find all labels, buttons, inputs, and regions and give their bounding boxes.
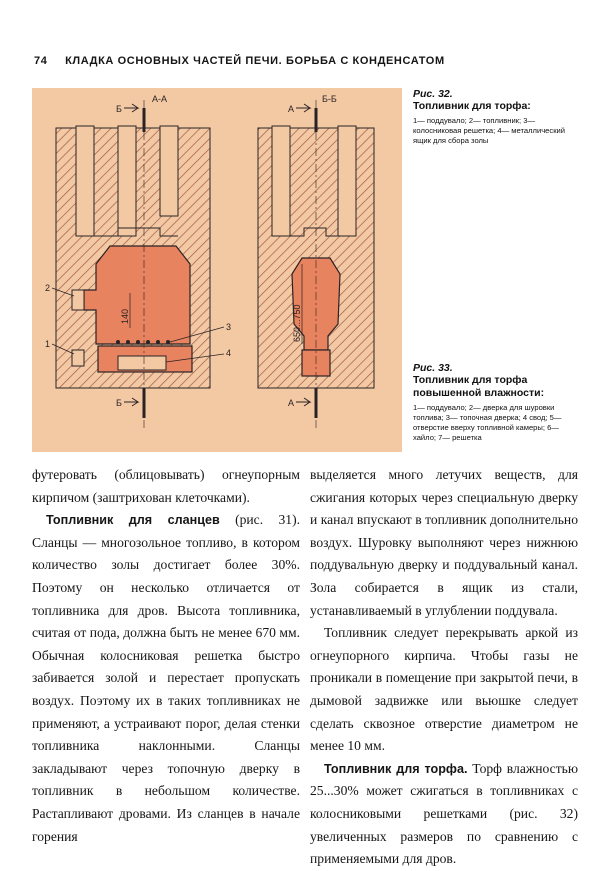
left-ash-box: [118, 356, 166, 370]
left-flue-1: [76, 126, 94, 236]
section-label-a-a: А-А: [152, 94, 168, 104]
right-column: [310, 464, 578, 871]
section-label-b-b: Б-Б: [322, 94, 337, 104]
caption-legend: 1— поддувало; 2— топливник; 3— колосниковая решетка; 4— металлический ящик для сбора золы: [413, 116, 566, 145]
cut-letter-a-bottom: А: [288, 398, 295, 408]
section-heading: Топливник для торфа.: [324, 761, 468, 776]
left-door-2: [72, 290, 84, 310]
right-flue-2: [338, 126, 356, 236]
cut-letter-b-bottom: Б: [116, 398, 122, 408]
callout-3: 3: [226, 322, 232, 332]
section-b-b: [258, 94, 374, 428]
section-heading: Топливник для сланцев: [46, 513, 220, 528]
left-firebox: [84, 246, 190, 344]
callout-4: 4: [226, 348, 232, 358]
paragraph: выделяется много летучих веществ, для сжигания которых через специальную дверку и канал впускают в топливник дополнительно воздух. Шуровку выполняют через нижнюю поддувальную дверку и поддувальный канал. Зола собирается в ящик из стали, устанавливаемый в углублении поддувала.: [310, 467, 578, 618]
callout-1: 1: [45, 339, 51, 349]
section-a-a: [45, 94, 231, 428]
caption-number: Рис. 33.: [413, 362, 453, 374]
callout-2: 2: [45, 283, 51, 293]
left-flue-2: [118, 126, 136, 236]
caption-fig-32: [413, 88, 581, 146]
running-header: [34, 55, 574, 67]
dimension-650-750: 650...750: [292, 304, 302, 342]
paragraph-peat-firebox: [310, 758, 578, 871]
paragraph-text: Торф влажностью 25...30% может сжигаться в топливниках с колосниковыми решетками (рис. 32) увеличенных размеров по сравнению с применяемыми для дров.: [310, 760, 578, 867]
left-column: [32, 464, 300, 848]
cut-letter-a-top: А: [288, 104, 295, 114]
caption-title: Топливник для торфа:: [413, 100, 531, 112]
left-door-1: [72, 350, 84, 366]
caption-fig-33: [413, 362, 581, 443]
caption-number: Рис. 32.: [413, 88, 453, 100]
paragraph-text: (рис. 31). Сланцы — многозольное топливо, в котором количество золы достигает более 30%. Поэтому он несколько отличается от топливника для дров. Высота топливника, считая от пода, должна быть не менее 670 мм. Обычная колосниковая решетка быстро забивается золой и перестает пропускать воздух. Поэтому их в таких топливниках не применяют, а устраивают порог, делая стенки топливника наклонными. Сланцы закладывают через топочную дверку в топливник в небольшом количестве. Растапливают дровами. Из сланцев в начале горения: [32, 512, 300, 844]
paragraph-slate-firebox: [32, 509, 300, 848]
dimension-140: 140: [120, 308, 130, 324]
cut-letter-b-top: Б: [116, 104, 122, 114]
furnace-sections-svg: [32, 88, 402, 452]
caption-title: Топливник для торфа повышенной влажности:: [413, 374, 545, 399]
running-title: КЛАДКА ОСНОВНЫХ ЧАСТЕЙ ПЕЧИ. БОРЬБА С КОНДЕНСАТОМ: [65, 55, 445, 67]
left-flue-3: [160, 126, 178, 216]
figure-drawing: [32, 88, 402, 452]
page-number: 74: [34, 55, 48, 67]
right-flue-1: [272, 126, 290, 236]
caption-legend: 1— поддувало; 2— дверка для шуровки топлива; 3— топочная дверка; 4 свод; 5— отверстие вверху топливной камеры; 6— хайло; 7— решетка: [413, 403, 562, 442]
paragraph: Топливник следует перекрывать аркой из огнеупорного кирпича. Чтобы газы не проникали в помещение при закрытой печи, в дымовой задвижке или вьюшке следует сделать сквозное отверстие диаметром не менее 10 мм.: [310, 625, 578, 754]
paragraph: футеровать (облицовывать) огнеупорным кирпичом (заштрихован клеточками).: [32, 467, 300, 505]
